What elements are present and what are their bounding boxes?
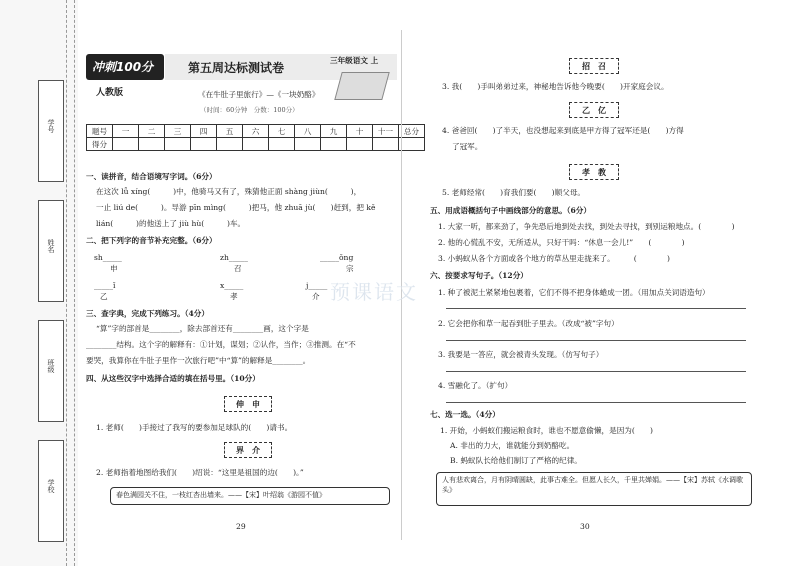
section-1-title: 一、读拼音，结合语境写字词。（6分） (86, 172, 217, 181)
pinyin-blank[interactable]: j_____ (306, 281, 328, 290)
section-6-q4: 4. 雪融化了。（扩句） (438, 381, 513, 390)
score-cell[interactable] (399, 138, 425, 151)
table-cell: 得分 (87, 138, 113, 151)
table-cell: 一 (113, 125, 139, 138)
table-cell: 二 (139, 125, 165, 138)
section-5-line-3: 3. 小蚂蚁从各个方面或各个地方的草丛里走拢来了。 ( ) (438, 254, 670, 263)
pinyin-blank[interactable]: _____ǒng (320, 253, 354, 262)
section-7-question: 1. 开始，小蚂蚁们搬运粮食时，谁也不愿意偷懒，是因为( ) (440, 426, 654, 435)
fold-line (74, 0, 75, 566)
table-cell: 四 (191, 125, 217, 138)
score-table (86, 124, 425, 151)
right-q5: 5. 老师经常( )育我们要( )顺父母。 (442, 188, 586, 197)
section-4-q1: 1. 老师( )手接过了我写的要参加足球队的( )请书。 (96, 423, 293, 432)
book-icon (334, 72, 390, 100)
pinyin-blank[interactable]: sh_____ (94, 253, 122, 262)
page-number: 30 (580, 522, 590, 531)
school-box (38, 440, 64, 542)
class-box (38, 320, 64, 422)
character-choice-box: 孝 教 (569, 164, 619, 180)
poem-quote-box: 人有悲欢离合，月有阴晴圆缺，此事古难全。但愿人长久，千里共婵娟。——【宋】苏轼《水调歌头》 (436, 472, 752, 506)
table-cell: 十一 (373, 125, 399, 138)
section-3-line-1: “算”字的部首是________，除去部首还有________画，这个字是 (96, 324, 309, 333)
edition-label: 人教版 (96, 88, 124, 98)
score-cell[interactable] (321, 138, 347, 151)
hanzi-char: 介 (312, 292, 320, 301)
school-label: 学校 (47, 479, 55, 493)
right-q3: 3. 我( )手叫弟弟过来，神秘地告诉他今晚要( )开家庭会议。 (442, 82, 669, 91)
poem-quote-box: 春色满园关不住，一枝红杏出墙来。——【宋】叶绍翁《游园不值》 (110, 487, 390, 505)
watermark: 预课语文 (330, 280, 418, 304)
score-cell[interactable] (191, 138, 217, 151)
right-q4-line-1: 4. 爸爸回( )了半天，也没想起来到底是甲方得了冠军还是( )方得 (442, 126, 684, 135)
hanzi-char: 乙 (100, 292, 108, 301)
pinyin-blank[interactable]: x_____ (220, 281, 244, 290)
grade-label: 三年级语文 上 (330, 56, 379, 65)
table-cell: 六 (243, 125, 269, 138)
character-choice-box: 伸 申 (224, 396, 272, 412)
section-3-line-3: 要哭，我算你在牛肚子里作一次旅行吧”中“算”的解释是________。 (86, 356, 311, 365)
section-3-line-2: ________结构。这个字的解释有：①计划，谋划；②认作，当作；③推测。在“不 (86, 340, 356, 349)
table-cell: 总分 (399, 125, 425, 138)
binding-strip (0, 0, 78, 566)
character-choice-box: 乙 亿 (569, 102, 619, 118)
section-1-line-2: 一止 liú de( )。导游 pīn mìng( )把马，他 zhuā jù( )赶到，把 kě (96, 203, 376, 212)
page-number: 29 (236, 522, 246, 531)
option-a[interactable]: A. 非出的力大，谁就能分到奶酪吃。 (450, 441, 575, 450)
score-table-header-row (87, 125, 425, 138)
score-cell[interactable] (295, 138, 321, 151)
answer-line[interactable] (446, 371, 746, 372)
pinyin-blank[interactable]: zh_____ (220, 253, 248, 262)
table-cell: 八 (295, 125, 321, 138)
exam-title: 第五周达标测试卷 (188, 61, 285, 75)
exam-meta: （时间：60分钟 分数：100分） (200, 106, 299, 114)
option-b[interactable]: B. 蚂蚁队长给他们制订了严格的纪律。 (450, 456, 582, 465)
table-cell: 九 (321, 125, 347, 138)
cut-line (66, 0, 67, 566)
student-id-box (38, 80, 64, 182)
section-6-q3: 3. 我要是一答应，就会被青头发现。（仿写句子） (438, 350, 604, 359)
right-q4-line-2: 了冠军。 (452, 142, 483, 151)
score-cell[interactable] (165, 138, 191, 151)
table-cell: 十 (347, 125, 373, 138)
section-2-title: 二、把下列字的音节补充完整。（6分） (86, 236, 217, 245)
score-table-score-row (87, 138, 425, 151)
section-5-title: 五、用成语概括句子中画线部分的意思。（6分） (430, 206, 591, 215)
character-choice-box: 招 召 (569, 58, 619, 74)
score-cell[interactable] (347, 138, 373, 151)
answer-line[interactable] (446, 340, 746, 341)
table-cell: 五 (217, 125, 243, 138)
name-box (38, 200, 64, 302)
section-3-title: 三、查字典，完成下列练习。（4分） (86, 309, 209, 318)
score-cell[interactable] (217, 138, 243, 151)
section-4-title: 四、从这些汉字中选择合适的填在括号里。（10分） (86, 374, 260, 383)
section-6-title: 六、按要求写句子。（12分） (430, 271, 528, 280)
pinyin-blank[interactable]: _____ǐ (94, 281, 116, 290)
section-1-line-3: lián( )的他送上了 jiù hù( )车。 (96, 219, 246, 228)
section-6-q1: 1. 种了被泥土紧紧地包裹着，它们不得不把身体蜷成一团。（用加点关词语造句） (438, 288, 710, 297)
section-5-line-1: 1. 大家一听，都来劲了，争先恐后地到处去找，到处去寻找，到别运粮地点。( ) (438, 222, 735, 231)
section-4-q2: 2. 老师指着地图给我们( )绍说：“这里是祖国的边( )。” (96, 468, 304, 477)
answer-line[interactable] (446, 308, 746, 309)
score-cell[interactable] (139, 138, 165, 151)
table-cell: 七 (269, 125, 295, 138)
section-7-title: 七、选一选。（4分） (430, 410, 500, 419)
score-cell[interactable] (269, 138, 295, 151)
section-1-line-1: 在这次 lǚ xíng( )中，他骑马又有了，殊猜他正面 shàng jiùn( )， (96, 187, 362, 196)
hanzi-char: 孝 (230, 292, 238, 301)
score-cell[interactable] (373, 138, 399, 151)
section-6-q2: 2. 它会把你和草一起吞到肚子里去。（改成“被”字句） (438, 319, 619, 328)
student-id-label: 学号 (47, 119, 55, 133)
character-choice-box: 界 介 (224, 442, 272, 458)
class-label: 班级 (47, 359, 55, 373)
hanzi-char: 召 (234, 264, 242, 273)
hanzi-char: 宗 (346, 264, 354, 273)
section-5-line-2: 2. 他的心慌乱不安，无所适从，只好干吗：“休息一会儿!” ( ) (438, 238, 685, 247)
name-label: 姓名 (47, 239, 55, 253)
hanzi-char: 申 (110, 264, 118, 273)
table-cell: 题号 (87, 125, 113, 138)
score-cell[interactable] (113, 138, 139, 151)
table-cell: 三 (165, 125, 191, 138)
score-cell[interactable] (243, 138, 269, 151)
answer-line[interactable] (446, 402, 746, 403)
subtitle: 《在牛肚子里旅行》—《一块奶酪》 (198, 90, 320, 99)
brand-logo: 冲刺100分 (86, 54, 164, 80)
